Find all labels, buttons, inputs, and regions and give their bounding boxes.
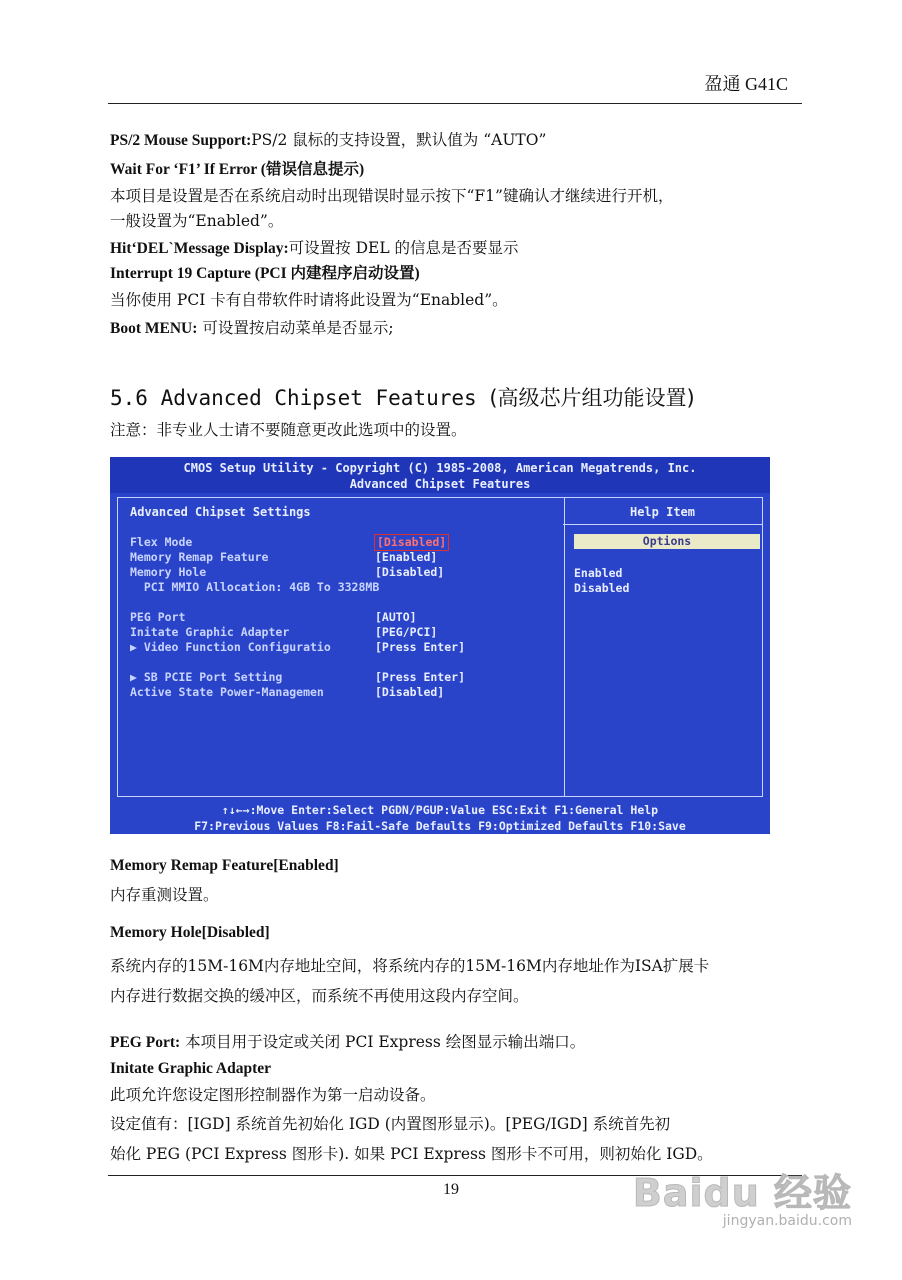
section-title-en: 5.6 Advanced Chipset Features: [110, 386, 477, 410]
bios-row-label: Memory Hole: [130, 565, 207, 579]
bios-row-memory-remap[interactable]: [130, 550, 437, 565]
ps2-mouse-desc: PS/2 鼠标的支持设置，默认值为 “AUTO”: [251, 131, 547, 149]
bios-header-line2: Advanced Chipset Features: [349, 477, 531, 491]
bios-screenshot: [110, 457, 770, 834]
bios-row-video-function[interactable]: [130, 640, 465, 655]
hit-del-desc: 可设置按 DEL 的信息是否要显示: [288, 239, 519, 257]
bios-row-peg-port[interactable]: [130, 610, 417, 625]
peg-desc: 本项目用于设定或关闭 PCI Express 绘图显示输出端口。: [180, 1033, 586, 1051]
bios-row-aspm[interactable]: [130, 685, 444, 700]
bios-option-enabled[interactable]: Enabled: [574, 566, 623, 580]
bios-row-value[interactable]: [AUTO]: [375, 610, 417, 624]
bios-row-label: Active State Power-Managemen: [130, 685, 324, 699]
bios-row-sb-pcie[interactable]: [130, 670, 465, 685]
bios-help-divider: [563, 524, 762, 525]
bios-row-label: ▶ SB PCIE Port Setting: [130, 670, 283, 684]
boot-menu-item: [110, 318, 394, 339]
bios-header-line1: CMOS Setup Utility - Copyright (C) 1985-2008, American Megatrends, Inc.: [183, 461, 697, 475]
remap-desc: 内存重测设置。: [110, 886, 219, 904]
baidu-watermark: [633, 1162, 852, 1229]
bios-row-label: ▶ Video Function Configuratio: [130, 640, 331, 654]
bios-row-value[interactable]: [Disabled]: [377, 535, 447, 549]
wait-f1-desc-1: 本项目是设置是否在系统启动时出现错误时显示按下“F1”键确认才继续进行开机，: [110, 187, 674, 205]
bios-row-value[interactable]: [Press Enter]: [375, 640, 466, 654]
hole-term: Memory Hole[Disabled]: [110, 924, 270, 941]
bios-row-value[interactable]: [Disabled]: [375, 565, 445, 579]
page-number: 19: [443, 1181, 459, 1198]
bios-settings-title: Advanced Chipset Settings: [130, 505, 311, 519]
section-note: 注意：非专业人士请不要随意更改此选项中的设置。: [110, 421, 467, 439]
boot-menu-desc: 可设置按启动菜单是否显示;: [197, 319, 394, 337]
ps2-mouse-item: [110, 130, 546, 151]
igd-desc-3: 始化 PEG (PCI Express 图形卡). 如果 PCI Express 图形卡不可用，则初始化 IGD。: [110, 1145, 713, 1163]
bios-row-label: PCI MMIO Allocation: 4GB To 3328MB: [130, 580, 380, 594]
peg-term: PEG Port:: [110, 1034, 181, 1051]
remap-term: Memory Remap Feature[Enabled]: [110, 857, 339, 874]
igd-desc-2: 设定值有：[IGD] 系统首先初始化 IGD (内置图形显示)。[PEG/IGD] 系统首先初: [110, 1115, 671, 1133]
wait-f1-desc-2: 一般设置为“Enabled”。: [110, 212, 284, 230]
bios-row-memory-hole[interactable]: [130, 565, 444, 580]
bios-row-value[interactable]: [PEG/PCI]: [375, 625, 438, 639]
watermark-url: jingyan.baidu.com: [722, 1213, 852, 1229]
section-title: [110, 382, 695, 412]
bios-help-panel: [563, 497, 763, 797]
watermark-logo: Baidu 经验: [632, 1171, 852, 1215]
header-title: 盈通 G41C: [704, 74, 788, 94]
bios-row-value[interactable]: [Disabled]: [375, 685, 445, 699]
bios-row-flex-mode[interactable]: [130, 535, 448, 550]
bios-row-label: Memory Remap Feature: [130, 550, 269, 564]
section-title-zh: (高级芯片组功能设置): [489, 386, 695, 410]
bios-header: [110, 457, 770, 493]
bios-footer-line2: F7:Previous Values F8:Fail-Safe Defaults F9:Optimized Defaults F10:Save: [194, 819, 686, 833]
peg-item: [110, 1032, 585, 1053]
interrupt19-term: Interrupt 19 Capture (PCI 内建程序启动设置): [110, 265, 420, 282]
bios-row-label: Initate Graphic Adapter: [130, 625, 290, 639]
bios-row-label: Flex Mode: [130, 535, 193, 549]
hit-del-term: Hit‘DEL`Message Display:: [110, 240, 289, 257]
interrupt19-desc: 当你使用 PCI 卡有自带软件时请将此设置为“Enabled”。: [110, 291, 508, 309]
bios-row-value[interactable]: [Press Enter]: [375, 670, 466, 684]
bios-footer: [110, 802, 770, 834]
bios-row-label: PEG Port: [130, 610, 186, 624]
hole-desc-1: 系统内存的15M-16M内存地址空间，将系统内存的15M-16M内存地址作为ISA扩展卡: [110, 957, 710, 975]
ps2-mouse-term: PS/2 Mouse Support:: [110, 132, 252, 149]
hole-desc-2: 内存进行数据交换的缓冲区，而系统不再使用这段内存空间。: [110, 987, 529, 1005]
bios-row-graphic-adapter[interactable]: [130, 625, 437, 640]
bios-settings-panel: [117, 497, 565, 797]
header-rule: [108, 103, 802, 104]
boot-menu-term: Boot MENU:: [110, 320, 198, 337]
hit-del-item: [110, 238, 519, 259]
bios-options-label: Options: [574, 534, 760, 549]
bios-help-title: Help Item: [629, 505, 696, 519]
igd-term: Initate Graphic Adapter: [110, 1060, 272, 1077]
bios-row-value[interactable]: [Enabled]: [375, 550, 438, 564]
igd-desc-1: 此项允许您设定图形控制器作为第一启动设备。: [110, 1086, 436, 1104]
bios-row-pci-mmio: [130, 580, 379, 595]
bios-option-disabled[interactable]: Disabled: [574, 581, 630, 595]
bios-footer-line1: ↑↓←→:Move Enter:Select PGDN/PGUP:Value ESC:Exit F1:General Help: [221, 803, 659, 817]
wait-f1-term: Wait For ‘F1’ If Error (错误信息提示): [110, 161, 365, 178]
